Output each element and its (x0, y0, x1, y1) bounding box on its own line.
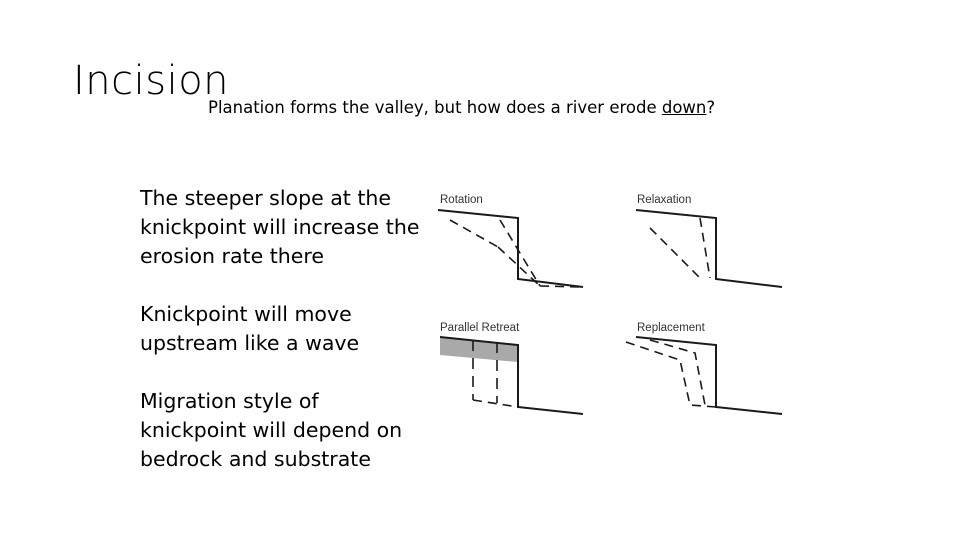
subtitle-end: ? (706, 98, 716, 117)
bullet-migration-style: Migration style of knickpoint will depend on bedrock and substrate (140, 389, 403, 471)
bullet-steeper-slope: The steeper slope at the knickpoint will increase the erosion rate there (140, 186, 420, 268)
subtitle-underlined-word: down (661, 98, 707, 117)
subtitle-text: Planation forms the valley, but how does a river erode (208, 98, 662, 117)
dashed-profile-1 (626, 342, 716, 407)
dashed-base (473, 400, 518, 407)
dashed-profile-1 (450, 220, 498, 247)
panel-rotation (438, 194, 583, 287)
panel-label-relaxation: Relaxation (637, 194, 692, 206)
panel-replacement (626, 322, 782, 414)
panel-label-replacement: Replacement (637, 322, 705, 334)
dashed-profile-2 (700, 218, 710, 278)
initial-profile-line (438, 210, 583, 287)
dashed-profile-2 (500, 220, 540, 286)
panel-label-rotation: Rotation (440, 194, 483, 206)
slide-title: Incision (73, 58, 230, 104)
initial-profile-line (636, 337, 782, 414)
panel-relaxation (636, 194, 782, 287)
initial-profile-line (636, 210, 782, 287)
panel-parallel-retreat (440, 322, 583, 414)
panel-label-parallel-retreat: Parallel Retreat (440, 322, 520, 334)
dashed-profile-2 (650, 340, 705, 405)
dashed-profile-1 (650, 228, 700, 278)
bullet-knickpoint-moves: Knickpoint will move upstream like a wave (140, 302, 360, 355)
dashed-profile-2b (540, 286, 583, 287)
